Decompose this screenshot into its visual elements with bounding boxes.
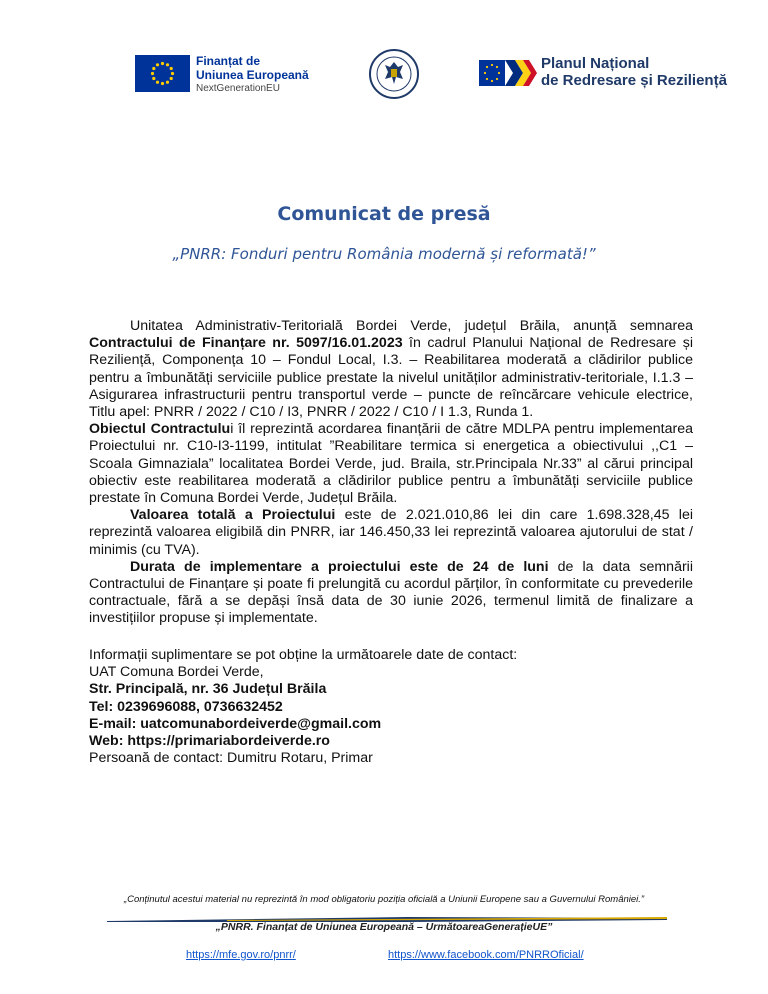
paragraph-announcement: [89, 318, 693, 421]
paragraph-project-value: [89, 507, 693, 559]
p1-contract-number: Contractului de Finanțare nr. 5097/16.01.2023: [89, 335, 403, 352]
eu-label-line3: NextGenerationEU: [196, 83, 280, 94]
contact-block: [89, 647, 693, 767]
eu-label-line2: Uniunea Europeană: [196, 68, 309, 82]
footer-tricolor-line: [107, 910, 667, 917]
pnrr-label-line1: Planul Național: [541, 55, 650, 72]
press-release-body: [89, 318, 693, 628]
p2-heading: Obiectul Contractulu: [89, 421, 231, 438]
contact-phone: Tel: 0239696088, 0736632452: [89, 698, 283, 715]
pnrr-label: [541, 55, 727, 89]
footer-disclaimer: „Conținutul acestui material nu reprezintă în mod obligatoriu poziția oficială a Uniunii Europene sau a Guvernului României.”: [123, 894, 645, 905]
footer-link-mfe[interactable]: https://mfe.gov.ro/pnrr/: [186, 949, 296, 961]
government-seal-logo: [369, 49, 419, 99]
page-subtitle: „PNRR: Fonduri pentru România modernă și reformată!”: [172, 245, 596, 263]
contact-email: E-mail: uatcomunabordeiverde@gmail.com: [89, 715, 382, 732]
p1-text-a: Unitatea Administrativ-Teritorială Bordei Verde, județul Brăila, anunță semnarea: [130, 318, 693, 334]
p4-text: de la data semnării Contractului de Finanțare și poate fi prelungită cu acordul părților, în conformitate cu prevederile contractuale, fără a se depăși însă data de 30 iunie 2026, termenul limită de finalizare a investițiilor propuse și implementate.: [89, 558, 693, 627]
contact-organization: UAT Comuna Bordei Verde,: [89, 664, 264, 681]
p2-text: i îl reprezintă acordarea finanțării de către MDLPA pentru implementarea Proiectului nr. C10-I3-1199, intitulat ”Reabilitare termica si energetica a obiectivului ,,C1 – Scoala Gimnaziala” localitatea Bordei Verde, jud. Braila, str.Principala Nr.33” al cărui principal obiectiv este reabilitarea moderată a clădirilor publice pentru a îmbunătăți serviciile publice prestate în Comuna Bordei Verde, Județul Brăila.: [89, 421, 693, 507]
pnrr-logo: [479, 58, 537, 88]
footer-slogan: „PNRR. Finanțat de Uniunea Europeană – UrmătoareaGenerațieUE”: [215, 921, 553, 933]
eu-label-line1: Finanțat de: [196, 54, 261, 68]
pnrr-label-line2: de Redresare și Reziliență: [541, 72, 727, 89]
eu-funding-label: [196, 54, 309, 96]
contact-person: Persoană de contact: Dumitru Rotaru, Primar: [89, 750, 373, 767]
contact-address: Str. Principală, nr. 36 Județul Brăila: [89, 681, 327, 698]
paragraph-duration: [89, 559, 693, 628]
p1-text-b: în cadrul Planului Național de Redresare și Reziliență, Componența 10 – Fondul Local, I.3. – Reabilitarea moderată a clădirilor publice pentru a îmbunătăți serviciile publice prestate la nivelul unităților administrativ-teritoriale, I.1.3 – Asigurarea infrastructurii pentru transportul verde – puncte de reîncărcare vehicule electrice, Titlu apel: PNRR / 2022 / C10 / I3, PNRR / 2022 / C10 / I 1.3, Runda 1.: [89, 335, 693, 421]
p3-heading: Valoarea totală a Proiectului: [130, 507, 336, 524]
contact-intro: Informații suplimentare se pot obține la următoarele date de contact:: [89, 647, 518, 663]
eu-flag-logo: [135, 55, 190, 92]
footer-link-facebook[interactable]: https://www.facebook.com/PNRROficial/: [388, 949, 584, 961]
page-title: Comunicat de presă: [277, 203, 491, 225]
p4-heading: Durata de implementare a proiectului este de 24 de luni: [130, 558, 549, 575]
contact-website: Web: https://primariabordeiverde.ro: [89, 733, 330, 750]
paragraph-contract-object: [89, 421, 693, 507]
p3-text: este de 2.021.010,86 lei din care 1.698.328,45 lei reprezintă valoarea eligibilă din PNRR, iar 146.450,33 lei reprezintă valoarea ajutorului de stat / minimis (cu TVA).: [89, 507, 693, 558]
